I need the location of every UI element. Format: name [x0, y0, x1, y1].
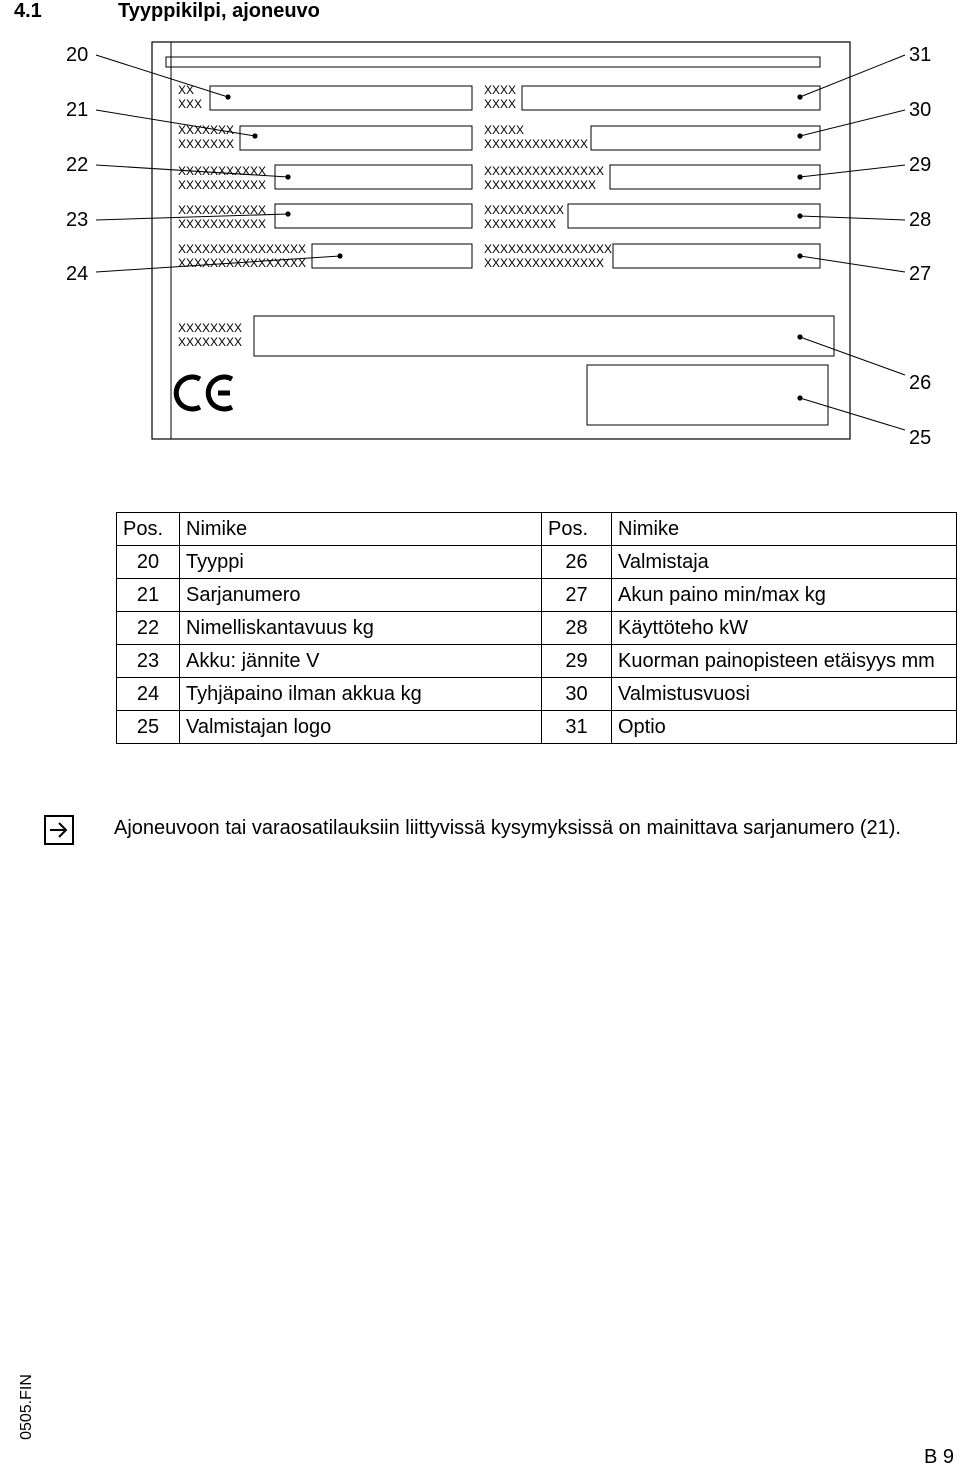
- pos-cell: 22: [117, 612, 180, 645]
- name-cell: Käyttöteho kW: [612, 612, 957, 645]
- callout-23: 23: [66, 209, 89, 231]
- header-nimike-2: Nimike: [612, 513, 957, 546]
- plate-label-22-a: XXXXXXXXXXX: [178, 164, 267, 178]
- plate-field-25: [587, 365, 828, 425]
- legend-table: [116, 512, 957, 744]
- plate-mid-label-1-a: XXXX: [484, 83, 517, 97]
- section-title: Tyyppikilpi, ajoneuvo: [118, 0, 320, 22]
- page-number: B 9: [923, 1446, 954, 1468]
- name-cell: Tyhjäpaino ilman akkua kg: [180, 678, 542, 711]
- callout-31: 31: [909, 44, 932, 66]
- pos-cell: 31: [542, 711, 612, 744]
- plate-mid-label-3-a: XXXXXXXXXXXXXXX: [484, 164, 605, 178]
- plate-field-26: [254, 316, 834, 356]
- plate-field-31: [522, 86, 820, 110]
- plate-label-22-b: XXXXXXXXXXX: [178, 178, 267, 192]
- plate-field-21: [240, 126, 472, 150]
- pos-cell: 25: [117, 711, 180, 744]
- plate-label-21-b: XXXXXXX: [178, 137, 235, 151]
- plate-top-strip: [166, 57, 820, 67]
- name-cell: Kuorman painopisteen etäisyys mm: [612, 645, 957, 678]
- pos-cell: 26: [542, 546, 612, 579]
- callout-25: 25: [909, 427, 932, 449]
- note-text: Ajoneuvoon tai varaosatilauksiin liittyvissä kysymyksissä on mainittava sarjanumero (21).: [114, 817, 901, 839]
- pos-cell: 20: [117, 546, 180, 579]
- header-nimike-1: Nimike: [180, 513, 542, 546]
- callout-21: 21: [66, 99, 89, 121]
- callout-29: 29: [909, 154, 932, 176]
- type-plate-diagram: [0, 0, 960, 460]
- header-pos-1: Pos.: [117, 513, 180, 546]
- pos-cell: 21: [117, 579, 180, 612]
- header-pos-2: Pos.: [542, 513, 612, 546]
- name-cell: Optio: [612, 711, 957, 744]
- plate-mid-label-4-b: XXXXXXXXX: [484, 217, 557, 231]
- leader-lines-right: [800, 55, 905, 430]
- section-number: 4.1: [14, 0, 42, 22]
- plate-field-28: [568, 204, 820, 228]
- plate-label-24-b: XXXXXXXXXXXXXXXX: [178, 256, 307, 270]
- table-row: [117, 645, 957, 678]
- plate-field-23: [275, 204, 472, 228]
- plate-field-22: [275, 165, 472, 189]
- pos-cell: 23: [117, 645, 180, 678]
- plate-field-29: [610, 165, 820, 189]
- pos-cell: 24: [117, 678, 180, 711]
- arrow-right-icon: [44, 815, 74, 845]
- callout-30: 30: [909, 99, 932, 121]
- name-cell: Sarjanumero: [180, 579, 542, 612]
- plate-field-20: [210, 86, 472, 110]
- plate-bottom-label-a: XXXXXXXX: [178, 321, 243, 335]
- plate-field-27: [613, 244, 820, 268]
- plate-label-24-a: XXXXXXXXXXXXXXXX: [178, 242, 307, 256]
- plate-label-23-b: XXXXXXXXXXX: [178, 217, 267, 231]
- table-row: [117, 612, 957, 645]
- name-cell: Valmistaja: [612, 546, 957, 579]
- callout-22: 22: [66, 154, 89, 176]
- plate-bottom-label-b: XXXXXXXX: [178, 335, 243, 349]
- callout-28: 28: [909, 209, 932, 231]
- plate-label-20-a: XX: [178, 83, 195, 97]
- pos-cell: 30: [542, 678, 612, 711]
- callout-26: 26: [909, 372, 932, 394]
- plate-mid-label-3-b: XXXXXXXXXXXXXX: [484, 178, 597, 192]
- name-cell: Nimelliskantavuus kg: [180, 612, 542, 645]
- table-row: [117, 579, 957, 612]
- table-row: [117, 711, 957, 744]
- name-cell: Valmistajan logo: [180, 711, 542, 744]
- plate-mid-label-2-b: XXXXXXXXXXXXX: [484, 137, 589, 151]
- legend-header-row: [117, 513, 957, 546]
- ce-mark-icon: [176, 377, 232, 409]
- table-row: [117, 546, 957, 579]
- callout-20: 20: [66, 44, 89, 66]
- callout-27: 27: [909, 263, 932, 285]
- name-cell: Akun paino min/max kg: [612, 579, 957, 612]
- name-cell: Akku: jännite V: [180, 645, 542, 678]
- pos-cell: 27: [542, 579, 612, 612]
- plate-mid-label-5-b: XXXXXXXXXXXXXXX: [484, 256, 605, 270]
- leader-dots-right: [797, 94, 802, 400]
- plate-mid-label-5-a: XXXXXXXXXXXXXXXX: [484, 242, 613, 256]
- plate-label-21-a: XXXXXXX: [178, 123, 235, 137]
- pos-cell: 29: [542, 645, 612, 678]
- name-cell: Tyyppi: [180, 546, 542, 579]
- table-row: [117, 678, 957, 711]
- name-cell: Valmistusvuosi: [612, 678, 957, 711]
- callout-24: 24: [66, 263, 89, 285]
- plate-field-30: [591, 126, 820, 150]
- plate-label-23-a: XXXXXXXXXXX: [178, 203, 267, 217]
- document-code: 0505.FIN: [17, 1374, 35, 1440]
- plate-mid-label-4-a: XXXXXXXXXX: [484, 203, 565, 217]
- pos-cell: 28: [542, 612, 612, 645]
- plate-label-20-b: XXX: [178, 97, 203, 111]
- plate-mid-label-2-a: XXXXX: [484, 123, 525, 137]
- plate-mid-label-1-b: XXXX: [484, 97, 517, 111]
